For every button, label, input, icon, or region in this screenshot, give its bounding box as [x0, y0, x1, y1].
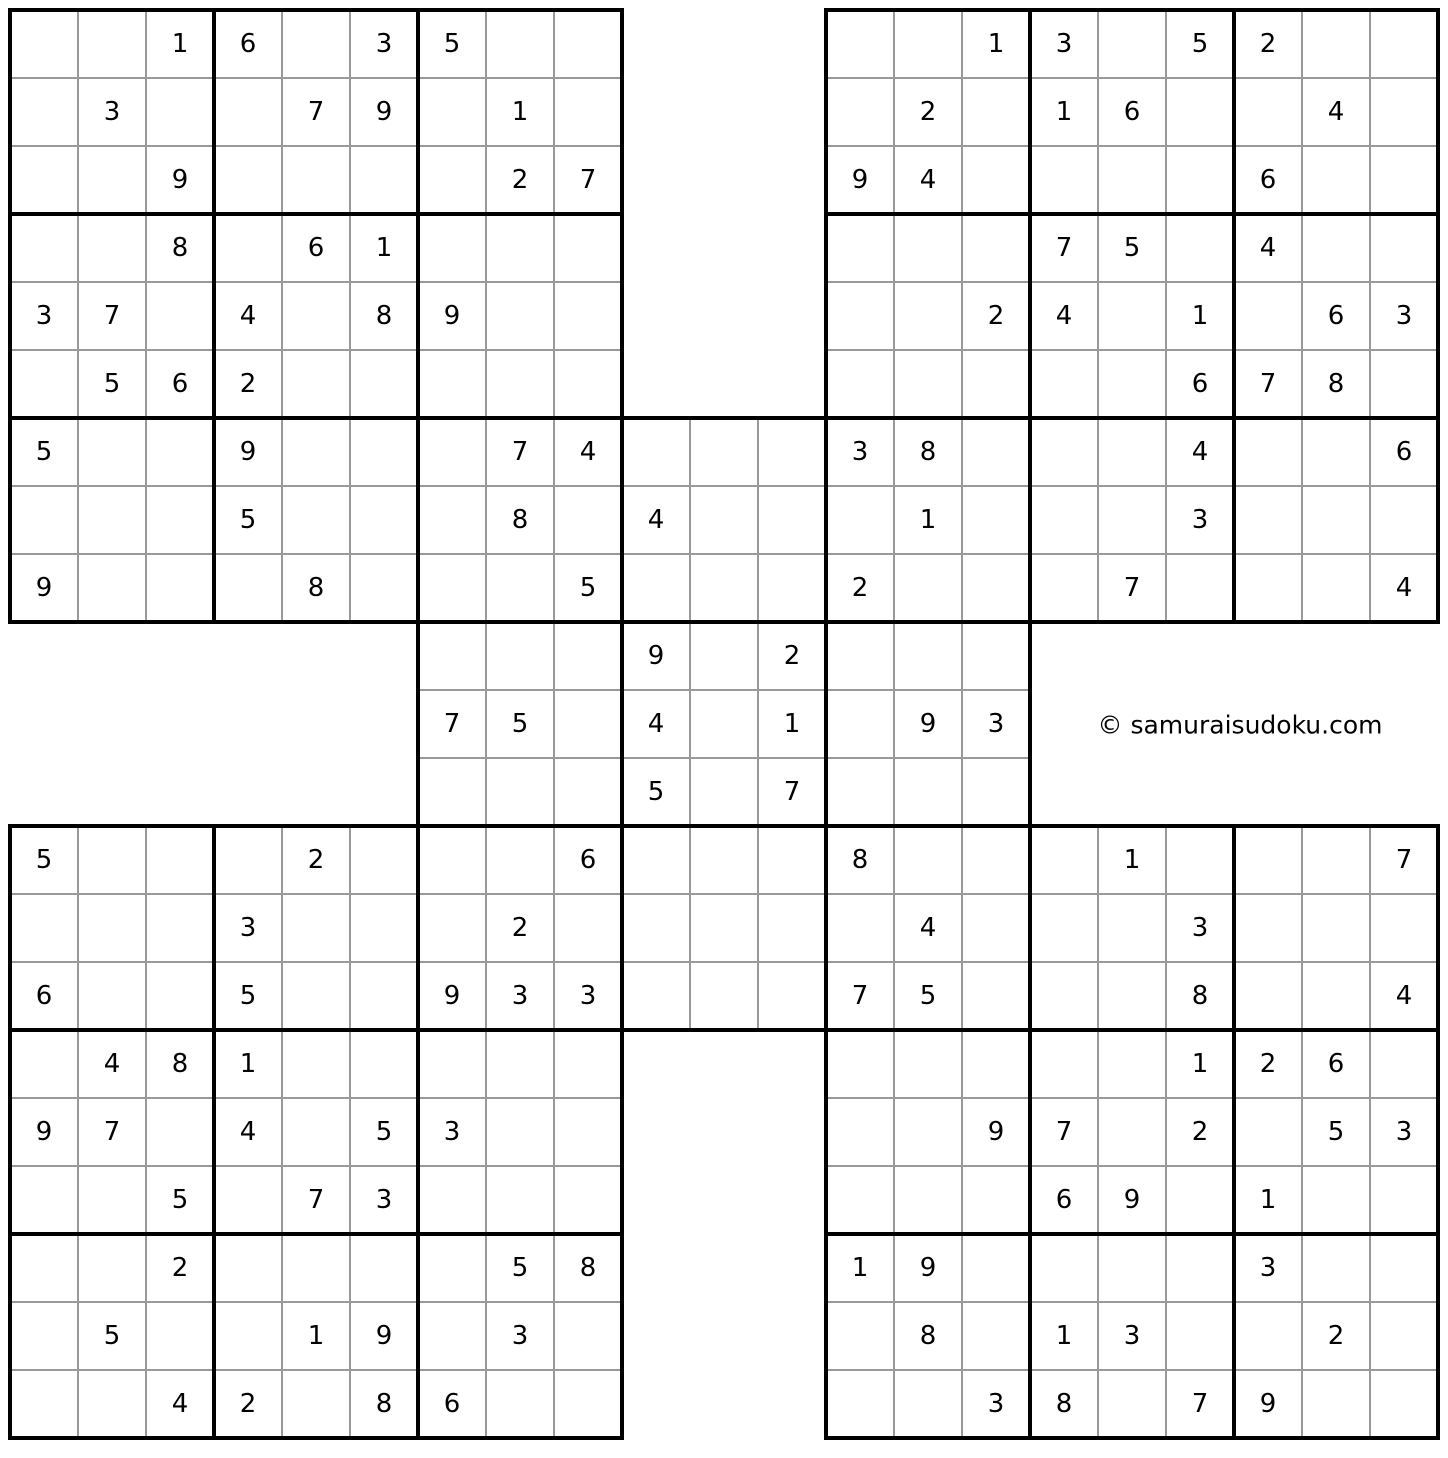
cell-digit[interactable]: 3: [511, 1321, 529, 1351]
cell-digit[interactable]: 7: [511, 437, 529, 467]
cell-digit[interactable]: 3: [1191, 913, 1209, 943]
cell-digit[interactable]: 3: [579, 981, 597, 1011]
cell-digit[interactable]: 1: [1123, 845, 1141, 875]
cell-digit[interactable]: 6: [1327, 1049, 1345, 1079]
cell-digit[interactable]: 7: [307, 1185, 325, 1215]
cell-digit[interactable]: 9: [987, 1117, 1005, 1147]
cell-digit[interactable]: 6: [579, 845, 597, 875]
cell-digit[interactable]: 3: [987, 709, 1005, 739]
cell-digit[interactable]: 3: [375, 29, 393, 59]
cell-digit[interactable]: 4: [1055, 301, 1073, 331]
cell-digit[interactable]: 6: [171, 369, 189, 399]
cell-digit[interactable]: 7: [1123, 573, 1141, 603]
cell-digit[interactable]: 9: [1123, 1185, 1141, 1215]
cell-digit[interactable]: 1: [171, 29, 189, 59]
cell-digit[interactable]: 1: [1055, 1321, 1073, 1351]
cell-digit[interactable]: 7: [307, 97, 325, 127]
cell-digit[interactable]: 1: [239, 1049, 257, 1079]
cell-digit[interactable]: 1: [919, 505, 937, 535]
cell-digit[interactable]: 4: [647, 505, 665, 535]
cell-digit[interactable]: 7: [443, 709, 461, 739]
cell-digit[interactable]: 2: [783, 641, 801, 671]
cell-digit[interactable]: 5: [35, 845, 53, 875]
cell-digit[interactable]: 3: [1395, 1117, 1413, 1147]
cell-digit[interactable]: 3: [1395, 301, 1413, 331]
cell-digit[interactable]: 5: [1123, 233, 1141, 263]
cell-digit[interactable]: 4: [103, 1049, 121, 1079]
cell-digit[interactable]: 4: [919, 913, 937, 943]
cell-digit[interactable]: 3: [35, 301, 53, 331]
cell-digit[interactable]: 9: [375, 1321, 393, 1351]
cell-digit[interactable]: 4: [579, 437, 597, 467]
cell-digit[interactable]: 5: [511, 1253, 529, 1283]
cell-digit[interactable]: 9: [35, 573, 53, 603]
cell-digit[interactable]: 1: [307, 1321, 325, 1351]
cell-digit[interactable]: 8: [1327, 369, 1345, 399]
cell-digit[interactable]: 8: [579, 1253, 597, 1283]
cell-digit[interactable]: 1: [511, 97, 529, 127]
cell-digit[interactable]: 9: [647, 641, 665, 671]
cell-digit[interactable]: 9: [919, 709, 937, 739]
cell-digit[interactable]: 9: [919, 1253, 937, 1283]
cell-digit[interactable]: 3: [851, 437, 869, 467]
cell-digit[interactable]: 5: [103, 1321, 121, 1351]
cell-digit[interactable]: 6: [307, 233, 325, 263]
cell-digit[interactable]: 3: [375, 1185, 393, 1215]
cell-digit[interactable]: 2: [919, 97, 937, 127]
cell-digit[interactable]: 5: [579, 573, 597, 603]
cell-digit[interactable]: 4: [239, 301, 257, 331]
cell-digit[interactable]: 4: [1395, 981, 1413, 1011]
cell-digit[interactable]: 6: [1327, 301, 1345, 331]
cell-digit[interactable]: 3: [987, 1389, 1005, 1419]
cell-digit[interactable]: 8: [171, 233, 189, 263]
cell-digit[interactable]: 4: [239, 1117, 257, 1147]
cell-digit[interactable]: 4: [1327, 97, 1345, 127]
cell-digit[interactable]: 4: [1395, 573, 1413, 603]
cell-digit[interactable]: 1: [783, 709, 801, 739]
cell-digit[interactable]: 9: [239, 437, 257, 467]
cell-digit[interactable]: 6: [1259, 165, 1277, 195]
cell-digit[interactable]: 5: [1191, 29, 1209, 59]
cell-digit[interactable]: 7: [1055, 233, 1073, 263]
cell-digit[interactable]: 4: [1191, 437, 1209, 467]
cell-digit[interactable]: 8: [919, 1321, 937, 1351]
cell-digit[interactable]: 3: [1055, 29, 1073, 59]
cell-digit[interactable]: 2: [239, 1389, 257, 1419]
cell-digit[interactable]: 5: [1327, 1117, 1345, 1147]
cell-digit[interactable]: 5: [919, 981, 937, 1011]
cell-digit[interactable]: 2: [1259, 29, 1277, 59]
cell-digit[interactable]: 2: [1327, 1321, 1345, 1351]
cell-digit[interactable]: 7: [103, 1117, 121, 1147]
cell-digit[interactable]: 8: [919, 437, 937, 467]
cell-digit[interactable]: 7: [1055, 1117, 1073, 1147]
cell-digit[interactable]: 6: [35, 981, 53, 1011]
cell-digit[interactable]: 8: [375, 301, 393, 331]
cell-digit[interactable]: 6: [1191, 369, 1209, 399]
cell-digit[interactable]: 2: [851, 573, 869, 603]
cell-digit[interactable]: 9: [171, 165, 189, 195]
cell-digit[interactable]: 1: [375, 233, 393, 263]
cell-digit[interactable]: 8: [511, 505, 529, 535]
cell-digit[interactable]: 5: [35, 437, 53, 467]
cell-digit[interactable]: 3: [103, 97, 121, 127]
cell-digit[interactable]: 9: [443, 301, 461, 331]
cell-digit[interactable]: 9: [35, 1117, 53, 1147]
cell-digit[interactable]: 1: [1191, 301, 1209, 331]
cell-digit[interactable]: 5: [443, 29, 461, 59]
cell-digit[interactable]: 7: [783, 777, 801, 807]
cell-digit[interactable]: 9: [375, 97, 393, 127]
cell-digit[interactable]: 7: [851, 981, 869, 1011]
cell-digit[interactable]: 2: [239, 369, 257, 399]
cell-digit[interactable]: 3: [443, 1117, 461, 1147]
cell-digit[interactable]: 5: [511, 709, 529, 739]
cell-digit[interactable]: 2: [1259, 1049, 1277, 1079]
cell-digit[interactable]: 3: [511, 981, 529, 1011]
cell-digit[interactable]: 7: [1395, 845, 1413, 875]
cell-digit[interactable]: 3: [1191, 505, 1209, 535]
cell-digit[interactable]: 1: [851, 1253, 869, 1283]
cell-digit[interactable]: 4: [171, 1389, 189, 1419]
cell-digit[interactable]: 6: [443, 1389, 461, 1419]
cell-digit[interactable]: 3: [239, 913, 257, 943]
cell-digit[interactable]: 5: [375, 1117, 393, 1147]
cell-digit[interactable]: 8: [375, 1389, 393, 1419]
cell-digit[interactable]: 9: [851, 165, 869, 195]
cell-digit[interactable]: 1: [1191, 1049, 1209, 1079]
cell-digit[interactable]: 2: [171, 1253, 189, 1283]
cell-digit[interactable]: 8: [307, 573, 325, 603]
cell-digit[interactable]: 7: [1259, 369, 1277, 399]
cell-digit[interactable]: 9: [1259, 1389, 1277, 1419]
cell-digit[interactable]: 4: [647, 709, 665, 739]
cell-digit[interactable]: 1: [987, 29, 1005, 59]
cell-digit[interactable]: 3: [1259, 1253, 1277, 1283]
cell-digit[interactable]: 1: [1055, 97, 1073, 127]
cell-digit[interactable]: 5: [647, 777, 665, 807]
cell-digit[interactable]: 5: [239, 505, 257, 535]
cell-digit[interactable]: 2: [511, 165, 529, 195]
cell-digit[interactable]: 5: [171, 1185, 189, 1215]
cell-digit[interactable]: 4: [919, 165, 937, 195]
cell-digit[interactable]: 2: [307, 845, 325, 875]
copyright-text: © samuraisudoku.com: [1097, 710, 1383, 740]
cell-digit[interactable]: 8: [851, 845, 869, 875]
cell-digit[interactable]: 8: [171, 1049, 189, 1079]
cell-digit[interactable]: 4: [1259, 233, 1277, 263]
cell-digit[interactable]: 8: [1055, 1389, 1073, 1419]
cell-digit[interactable]: 6: [239, 29, 257, 59]
cell-digit[interactable]: 6: [1123, 97, 1141, 127]
cell-digit[interactable]: 7: [579, 165, 597, 195]
cell-digit[interactable]: 1: [1259, 1185, 1277, 1215]
cell-digit[interactable]: 2: [987, 301, 1005, 331]
cell-digit[interactable]: 5: [103, 369, 121, 399]
cell-digit[interactable]: 7: [1191, 1389, 1209, 1419]
cell-digit[interactable]: 7: [103, 301, 121, 331]
cell-digit[interactable]: 2: [1191, 1117, 1209, 1147]
cell-digit[interactable]: 3: [1123, 1321, 1141, 1351]
cell-digit[interactable]: 5: [239, 981, 257, 1011]
cell-digit[interactable]: 2: [511, 913, 529, 943]
cell-digit[interactable]: 9: [443, 981, 461, 1011]
cell-digit[interactable]: 6: [1055, 1185, 1073, 1215]
cell-digit[interactable]: 8: [1191, 981, 1209, 1011]
cell-digit[interactable]: 6: [1395, 437, 1413, 467]
